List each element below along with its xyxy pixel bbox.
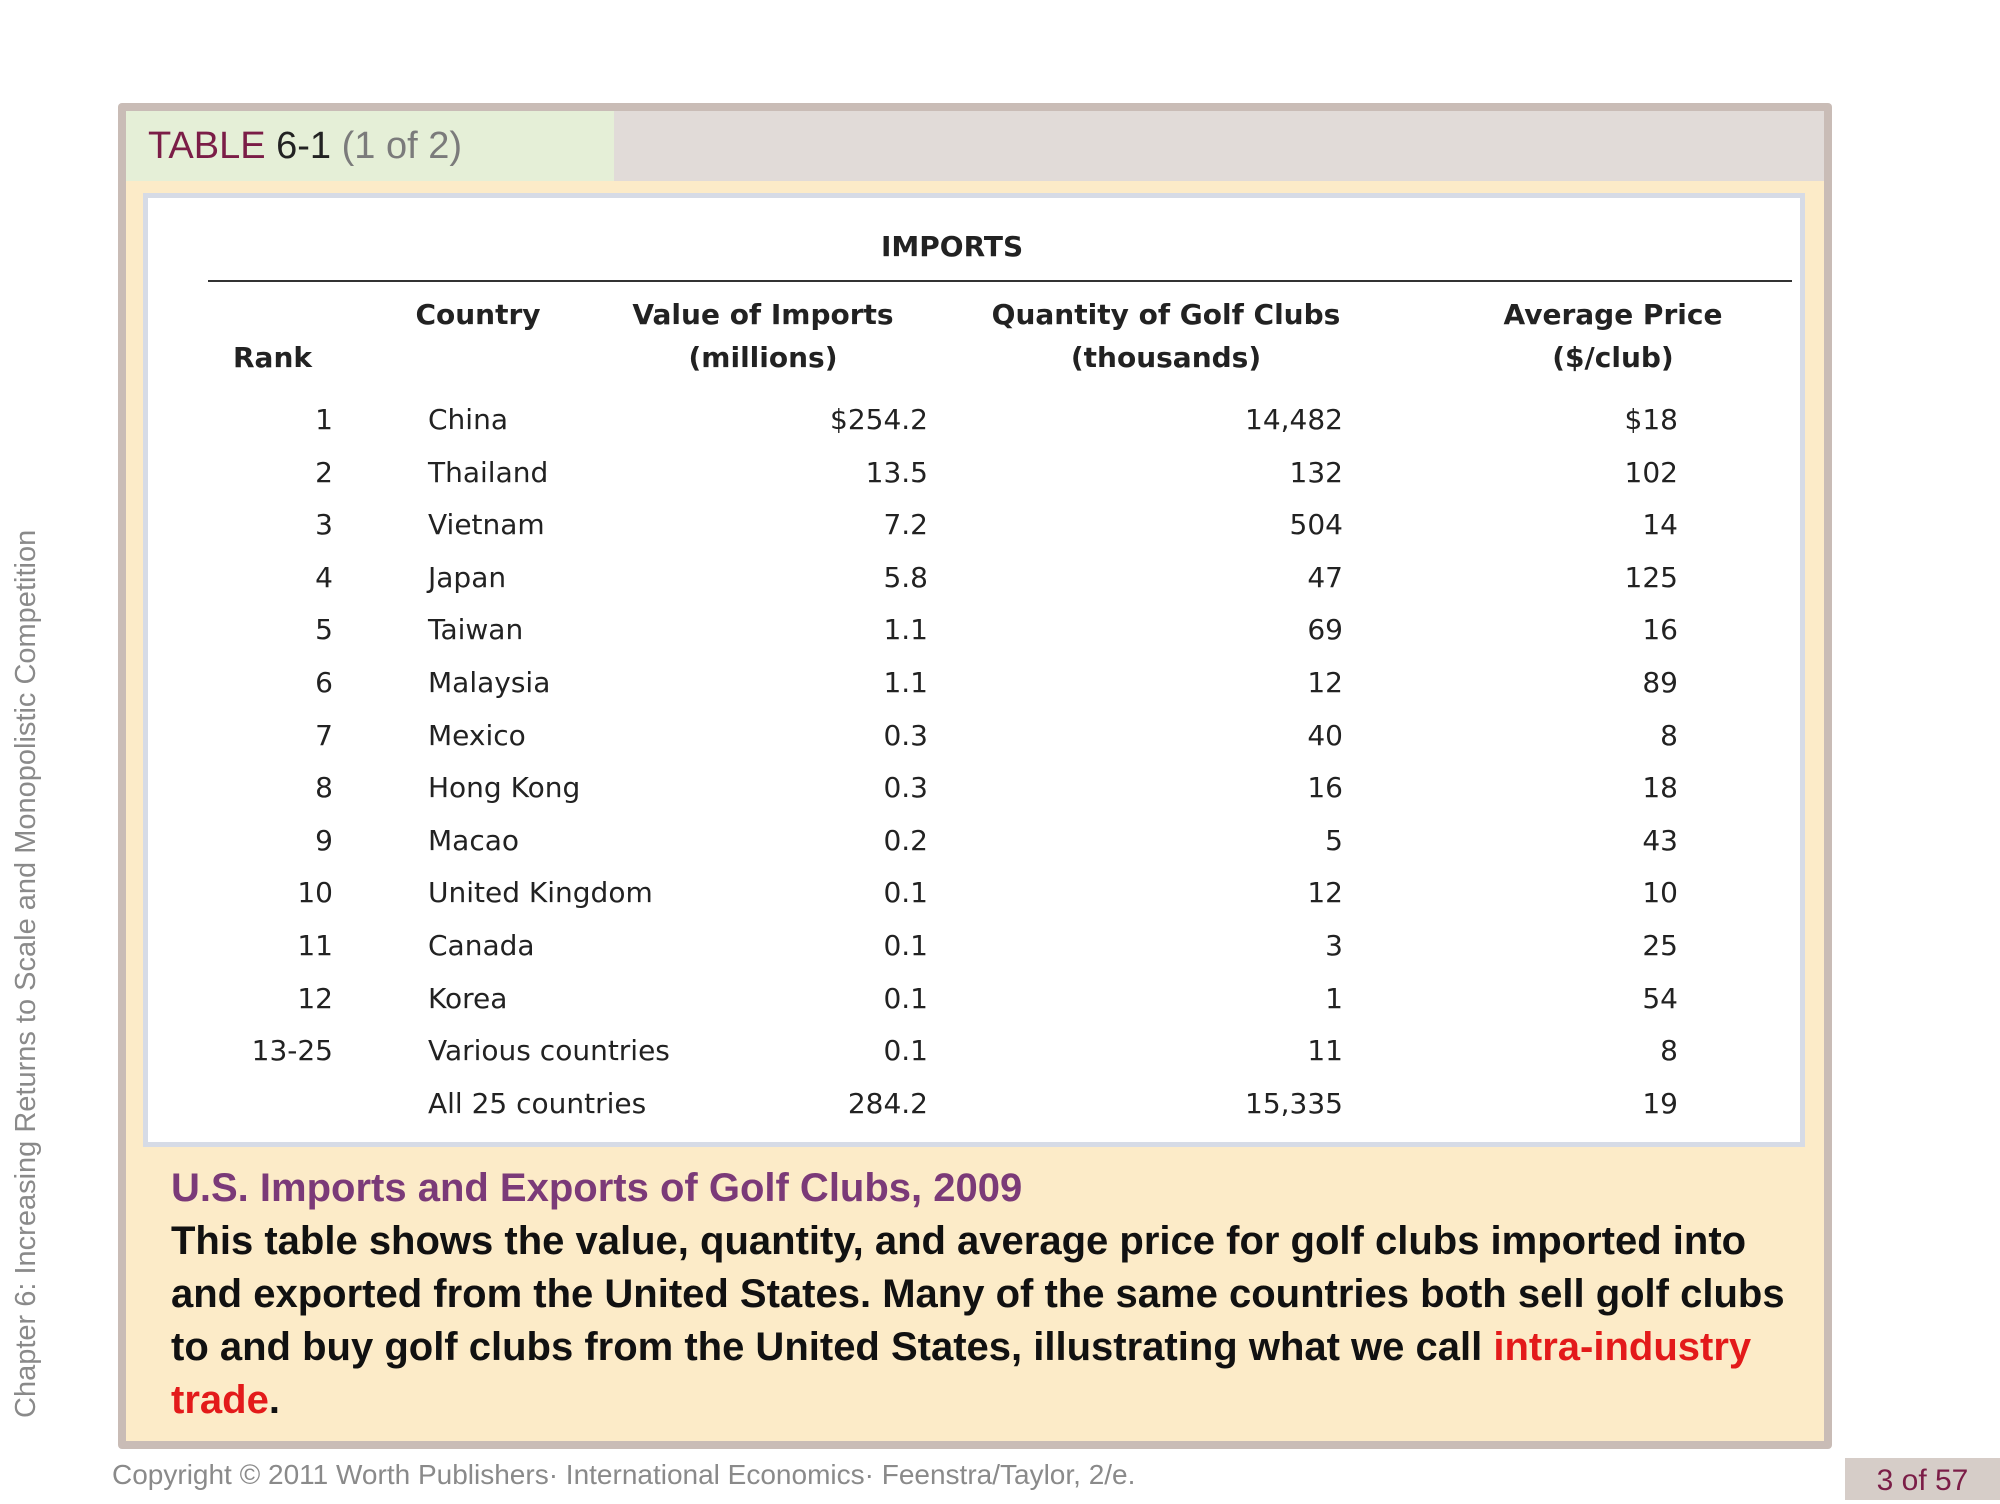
table-cell-rank: 3 — [315, 508, 333, 542]
table-cell-value: 1.1 — [883, 613, 928, 647]
table-cell-quantity: 12 — [1307, 666, 1343, 699]
table-cell-value: 7.2 — [883, 508, 928, 542]
slide-frame — [118, 103, 1832, 1449]
table-cell-country: Hong Kong — [428, 771, 581, 805]
description-highlight: intra-industry trade — [171, 1325, 1752, 1422]
rank-header: Rank — [233, 341, 313, 374]
table-cell-value: $254.2 — [830, 403, 928, 436]
table-number: 6-1 — [276, 125, 332, 167]
table-cell-value: 1.1 — [883, 666, 928, 699]
table-cell-rank: 2 — [315, 455, 333, 489]
slide-panel — [126, 111, 1824, 1441]
table-cell-quantity: 1 — [1325, 981, 1343, 1015]
table-cell-country: Thailand — [428, 455, 549, 489]
table-cell-country: Various countries — [428, 1034, 670, 1068]
table-cell-rank: 1 — [315, 403, 333, 436]
caption-rule — [208, 280, 1792, 282]
description-text: This table shows the value, quantity, and average price for golf clubs imported into and exported from the United States. Many of the same countries both sell golf clubs to and buy golf clubs from the United States, illustrating what we call — [171, 1219, 1785, 1369]
quantity-header-line2: (thousands) — [1070, 341, 1262, 374]
table-cell-country: Mexico — [428, 718, 526, 752]
table-cell-quantity: 15,335 — [1245, 1086, 1343, 1120]
page-indicator: 3 of 57 — [1845, 1458, 2000, 1500]
table-cell-price: $18 — [1624, 403, 1678, 436]
table-cell-rank: 4 — [315, 560, 333, 594]
table-cell-value: 0.3 — [883, 771, 928, 805]
table-cell-country: China — [428, 403, 508, 436]
table-cell-country: Korea — [428, 981, 508, 1015]
table-cell-country: Canada — [428, 929, 535, 962]
table-cell-price: 102 — [1624, 455, 1678, 489]
table-cell-rank: 6 — [315, 666, 333, 699]
table-cell-quantity: 69 — [1307, 613, 1343, 647]
table-cell-quantity: 47 — [1307, 560, 1343, 594]
table-word: TABLE — [148, 125, 277, 167]
table-cell-quantity: 132 — [1289, 455, 1343, 489]
table-cell-quantity: 14,482 — [1245, 403, 1343, 436]
copyright-footer: Copyright © 2011 Worth Publishers· International Economics· Feenstra/Taylor, 2/e. — [112, 1459, 1136, 1490]
table-cell-price: 43 — [1642, 823, 1678, 857]
table-cell-price: 25 — [1642, 929, 1678, 962]
table-cell-value: 284.2 — [847, 1086, 928, 1120]
table-cell-price: 14 — [1642, 508, 1678, 542]
table-cell-price: 8 — [1660, 1034, 1678, 1068]
table-cell-rank: 10 — [297, 876, 333, 910]
table-cell-country: United Kingdom — [428, 876, 653, 910]
slide-subtitle: U.S. Imports and Exports of Golf Clubs, 2009 — [171, 1166, 1023, 1210]
table-cell-quantity: 504 — [1289, 508, 1343, 542]
table-cell-price: 18 — [1642, 771, 1678, 805]
table-cell-value: 0.1 — [883, 929, 928, 962]
table-cell-value: 0.3 — [883, 718, 928, 752]
table-cell-value: 0.1 — [883, 981, 928, 1015]
table-cell-country: Macao — [428, 823, 519, 857]
table-cell-value: 0.2 — [883, 823, 928, 857]
table-cell-price: 19 — [1642, 1086, 1678, 1120]
table-cell-price: 10 — [1642, 876, 1678, 910]
quantity-header-line1: Quantity of Golf Clubs — [991, 298, 1341, 331]
imports-table — [143, 193, 1805, 1147]
price-header-line1: Average Price — [1503, 298, 1723, 331]
table-cell-quantity: 40 — [1307, 718, 1343, 752]
table-cell-value: 0.1 — [883, 876, 928, 910]
table-cell-quantity: 3 — [1325, 929, 1343, 962]
table-cell-quantity: 11 — [1307, 1034, 1343, 1068]
value-header-line1: Value of Imports — [632, 298, 894, 331]
table-cell-country: Japan — [428, 560, 507, 594]
slide-description — [171, 1215, 1821, 1427]
table-cell-quantity: 16 — [1307, 771, 1343, 805]
table-cell-rank: 8 — [315, 771, 333, 805]
table-cell-rank: 12 — [297, 981, 333, 1015]
table-header-bar — [126, 111, 1824, 181]
table-cell-quantity: 5 — [1325, 823, 1343, 857]
table-cell-price: 8 — [1660, 718, 1678, 752]
table-cell-value: 0.1 — [883, 1034, 928, 1068]
table-cell-price: 89 — [1642, 666, 1678, 699]
table-cell-quantity: 12 — [1307, 876, 1343, 910]
table-cell-price: 125 — [1624, 560, 1678, 594]
table-cell-price: 54 — [1642, 981, 1678, 1015]
caption-text: IMPORTS — [881, 230, 1024, 263]
price-header-line2: ($/club) — [1552, 341, 1674, 374]
table-cell-value: 13.5 — [865, 455, 928, 489]
table-cell-country: All 25 countries — [428, 1086, 647, 1120]
table-title — [126, 111, 614, 181]
table-cell-price: 16 — [1642, 613, 1678, 647]
table-cell-rank: 7 — [315, 718, 333, 752]
country-header: Country — [415, 298, 541, 331]
table-cell-rank: 13-25 — [251, 1034, 333, 1068]
table-cell-rank: 9 — [315, 823, 333, 857]
table-part: (1 of 2) — [331, 125, 462, 167]
table-cell-rank: 5 — [315, 613, 333, 647]
chapter-side-label: Chapter 6: Increasing Returns to Scale and Monopolistic Competition — [10, 529, 42, 1418]
table-cell-country: Malaysia — [428, 666, 551, 699]
table-cell-value: 5.8 — [883, 560, 928, 594]
table-cell-country: Vietnam — [428, 508, 545, 542]
table-cell-rank: 11 — [297, 929, 333, 962]
value-header-line2: (millions) — [688, 341, 838, 374]
table-cell-country: Taiwan — [428, 613, 524, 647]
description-end: . — [268, 1378, 280, 1422]
